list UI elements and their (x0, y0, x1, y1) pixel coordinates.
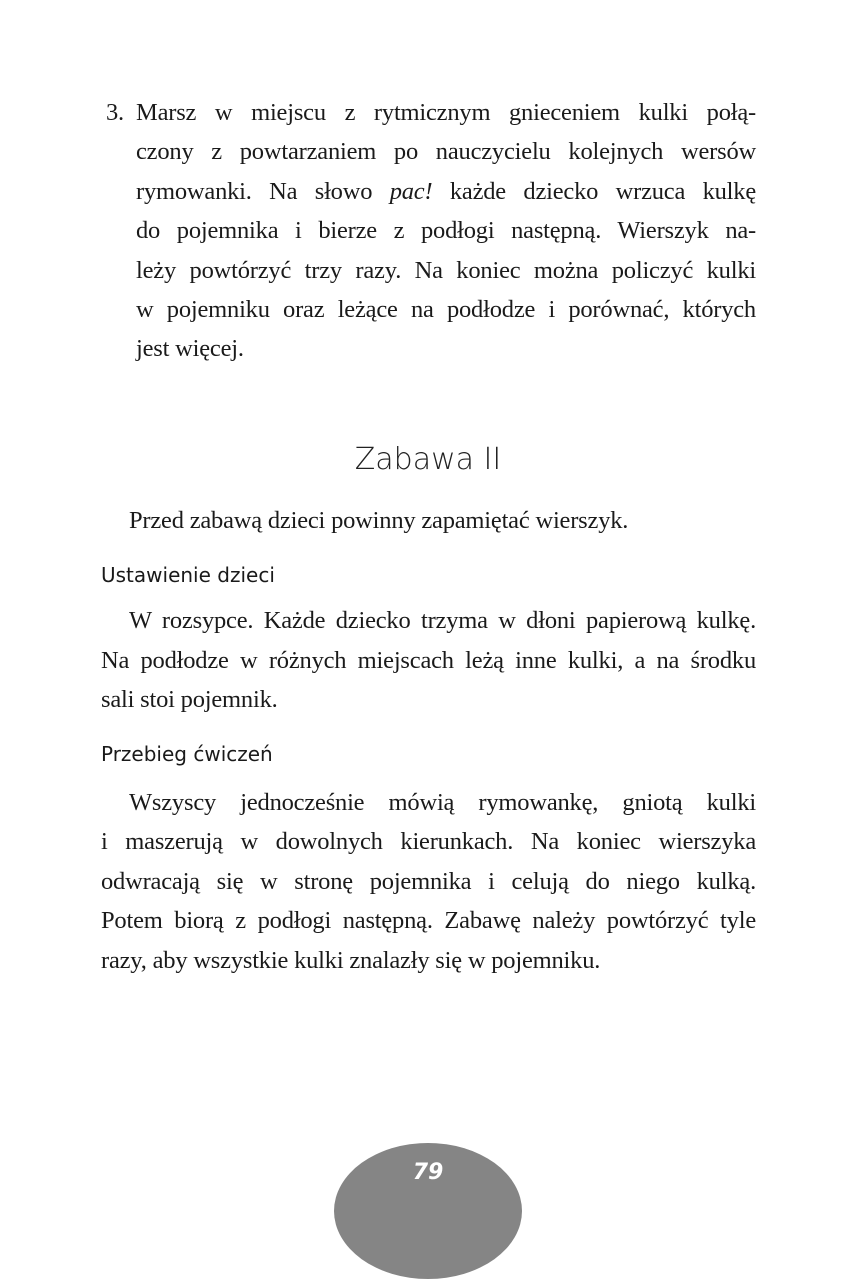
subheading-setup: Ustawienie dzieci (101, 563, 275, 587)
paragraph-line: w pojemniku oraz leżące na podłodze i porównać, których (136, 296, 756, 323)
paragraph-line: do pojemnika i bierze z podłogi następną. Wierszyk na- (136, 217, 756, 244)
paragraph-line: sali stoi pojemnik. (101, 686, 278, 713)
paragraph-line: Potem biorą z podłogi następną. Zabawę należy powtórzyć tyle (101, 907, 756, 934)
emphasis-text: pac! (389, 178, 433, 205)
page-number: 79 (412, 1160, 444, 1185)
section-title: Zabawa II (354, 442, 502, 477)
paragraph-line: W rozsypce. Każde dziecko trzyma w dłoni papierową kulkę. (129, 607, 756, 634)
subheading-course: Przebieg ćwiczeń (101, 742, 273, 766)
paragraph-line: jest więcej. (136, 335, 244, 362)
text-run: każde dziecko wrzuca kulkę (432, 178, 756, 205)
text-run: rymowanki. Na słowo (136, 178, 390, 205)
paragraph-line: odwracają się w stronę pojemnika i celują do niego kulką. (101, 868, 756, 895)
paragraph-line: Wszyscy jednocześnie mówią rymowankę, gniotą kulki (129, 789, 756, 816)
paragraph-line: Na podłodze w różnych miejscach leżą inne kulki, a na środku (101, 647, 756, 674)
intro-paragraph: Przed zabawą dzieci powinny zapamiętać wierszyk. (129, 507, 629, 534)
paragraph-line: razy, aby wszystkie kulki znalazły się w pojemniku. (101, 947, 601, 974)
paragraph-line (136, 180, 756, 205)
paragraph-line: Marsz w miejscu z rytmicznym gnieceniem kulki połą- (136, 99, 756, 126)
paragraph-line: czony z powtarzaniem po nauczycielu kolejnych wersów (136, 138, 756, 165)
list-number: 3. (106, 99, 124, 126)
paragraph-line: i maszerują w dowolnych kierunkach. Na koniec wierszyka (101, 828, 756, 855)
paragraph-line: leży powtórzyć trzy razy. Na koniec można policzyć kulki (136, 257, 756, 284)
